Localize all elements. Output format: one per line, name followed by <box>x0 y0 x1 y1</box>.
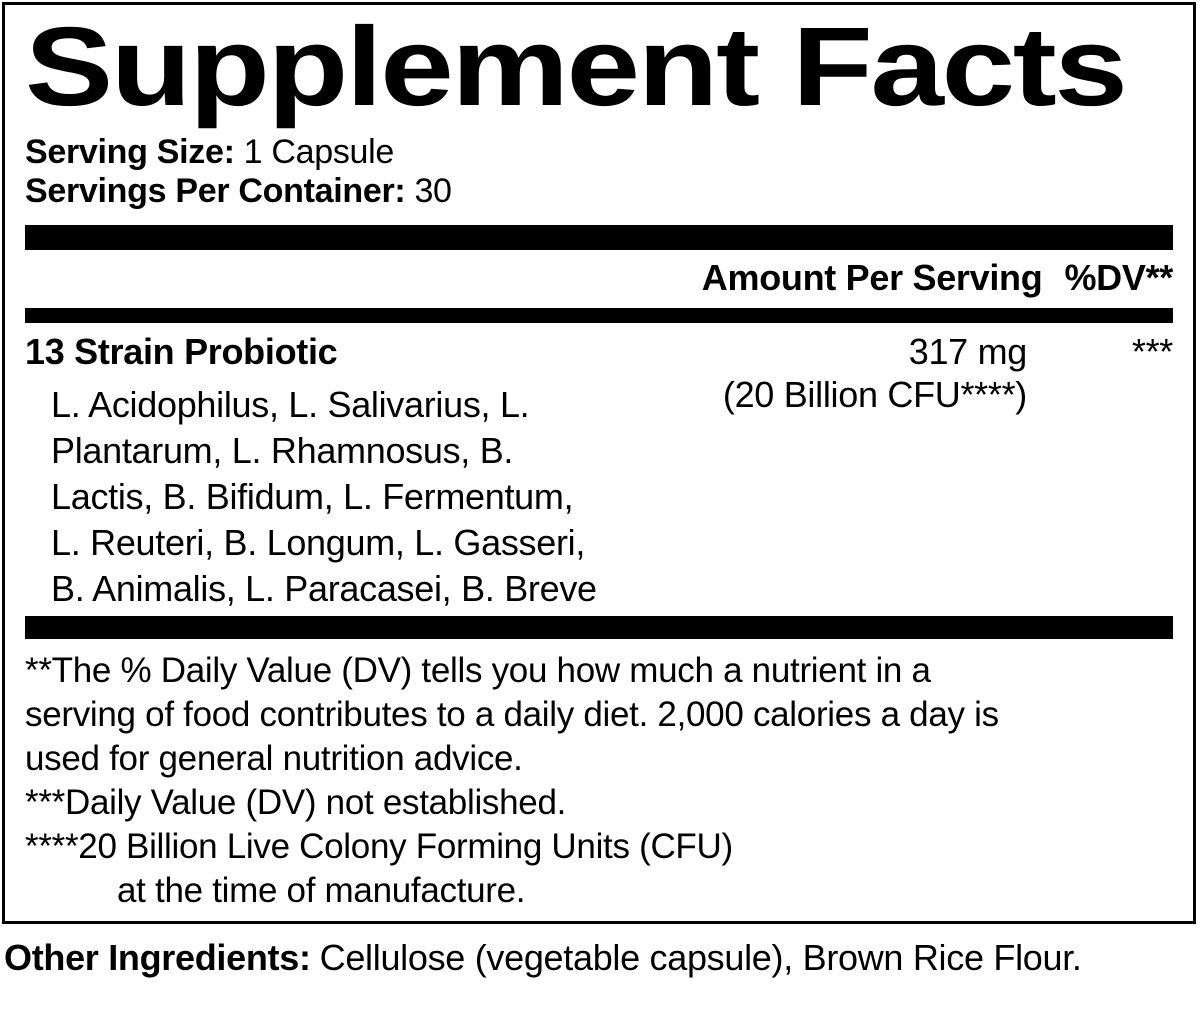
other-ingredients-value: Cellulose (vegetable capsule), Brown Rice Flour. <box>319 937 1082 978</box>
ingredient-name: 13 Strain Probiotic <box>25 331 338 372</box>
strain-list-line: L. Acidophilus, L. Salivarius, L. <box>51 384 530 425</box>
page-title-text: Supplement Facts <box>25 4 1126 129</box>
column-header-row <box>25 250 1173 308</box>
servings-per-container-label: Servings Per Container: <box>25 172 406 210</box>
serving-size-line <box>25 133 1173 172</box>
divider-bar-thick-top <box>25 225 1173 250</box>
ingredient-left-column <box>25 330 697 612</box>
percent-dv-header: %DV** <box>1064 257 1173 298</box>
ingredient-amount: 317 mg <box>908 331 1027 372</box>
footnote-line: ****20 Billion Live Colony Forming Units (CFU) <box>25 827 733 866</box>
strain-list-line: Lactis, B. Bifidum, L. Fermentum, <box>51 476 574 517</box>
divider-bar-thick-bottom <box>25 616 1173 639</box>
strain-list-line: Plantarum, L. Rhamnosus, B. <box>51 430 514 471</box>
strain-list-line: L. Reuteri, B. Longum, L. Gasseri, <box>51 522 586 563</box>
cfu-note: (20 Billion CFU****) <box>722 374 1027 415</box>
footnote-line: used for general nutrition advice. <box>25 739 523 778</box>
strain-list-line: B. Animalis, L. Paracasei, B. Breve <box>51 568 597 609</box>
footnote-line: serving of food contributes to a daily diet. 2,000 calories a day is <box>25 695 999 734</box>
serving-size-value: 1 Capsule <box>243 133 395 171</box>
page-title <box>25 4 1173 129</box>
other-ingredients-label: Other Ingredients: <box>4 937 311 978</box>
servings-per-container-line <box>25 172 1173 211</box>
serving-info <box>25 133 1173 211</box>
amount-per-serving-header: Amount Per Serving <box>701 257 1043 298</box>
footnote-line: ***Daily Value (DV) not established. <box>25 783 567 822</box>
other-ingredients <box>4 936 1196 980</box>
amount-column <box>697 330 1027 612</box>
facts-panel <box>2 2 1196 924</box>
footnote-line: **The % Daily Value (DV) tells you how much a nutrient in a <box>25 651 931 690</box>
serving-size-label: Serving Size: <box>25 133 235 171</box>
ingredient-dv: *** <box>1131 331 1173 372</box>
ingredient-row <box>25 323 1173 612</box>
servings-per-container-value: 30 <box>414 172 452 210</box>
divider-bar-under-header <box>25 308 1173 323</box>
strain-list <box>51 382 697 612</box>
footnotes <box>25 649 1173 913</box>
footnote-line-continuation: at the time of manufacture. <box>117 871 526 910</box>
